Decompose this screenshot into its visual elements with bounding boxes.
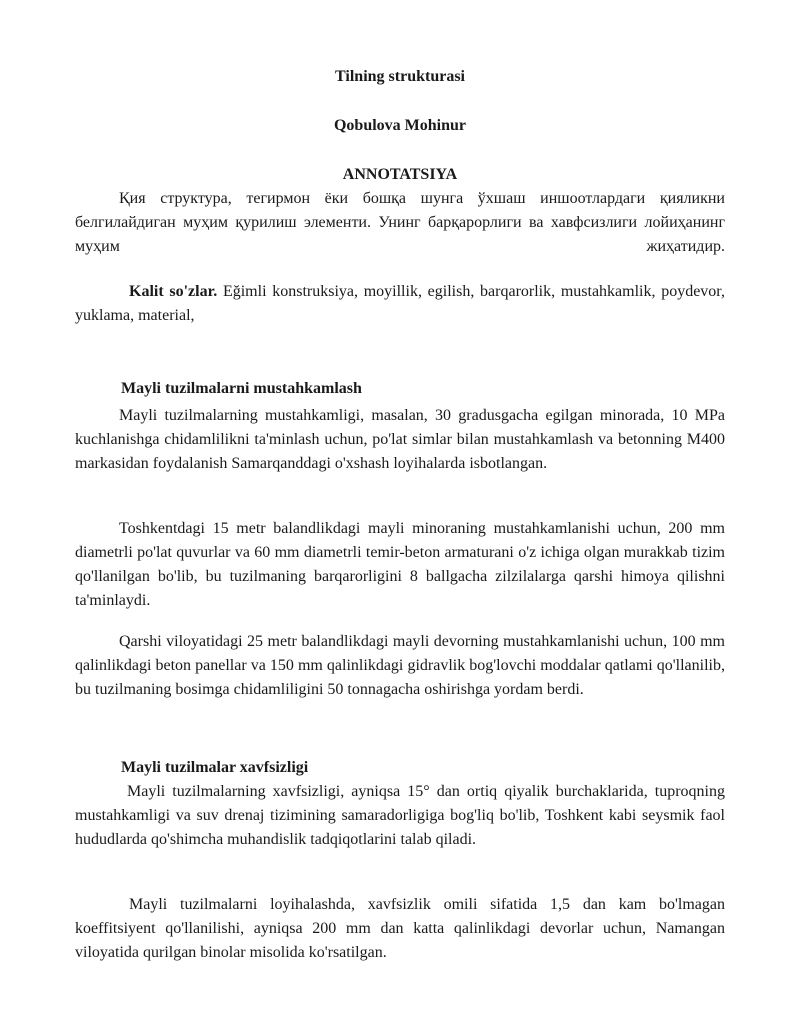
keywords-list: Eğimli konstruksiya, moyillik, egilish, barqarorlik, mustahkamlik, poydevor, yuklama, material,	[75, 283, 725, 324]
section-heading: Mayli tuzilmalarni mustahkamlash	[121, 380, 362, 397]
body-paragraph: Mayli tuzilmalarning xavfsizligi, ayniqsa 15° dan ortiq qiyalik burchaklarida, tuproqning mustahkamligi va suv drenaj tizimining samaradorligiga bog'liq bo'lib, Toshkent kabi seysmik faol hududlarda qo'shimcha muhandislik tadqiqotlarini talab qiladi.	[75, 783, 725, 848]
annotation-heading: ANNOTATSIYA	[342, 166, 458, 183]
author-name: Qobulova Mohinur	[333, 117, 467, 134]
section-heading: Mayli tuzilmalar xavfsizligi	[121, 759, 309, 776]
body-paragraph: Mayli tuzilmalarni loyihalashda, xavfsizlik omili sifatida 1,5 dan kam bo'lmagan koeffitsiyent qo'llanilishi, ayniqsa 200 mm dan katta qalinlikdagi devorlar uchun, Namangan viloyatida qurilgan binolar misolida ko'rsatilgan.	[75, 896, 725, 961]
keywords-label: Kalit so'zlar.	[129, 283, 218, 300]
document-title: Tilning strukturasi	[335, 68, 465, 85]
keywords-paragraph	[75, 280, 725, 328]
body-paragraph: Mayli tuzilmalarning mustahkamligi, masalan, 30 gradusgacha egilgan minorada, 10 MPa kuchlanishga chidamlilikni ta'minlash uchun, po'lat simlar bilan mustahkamlash va betonning M400 markasidan foydalanish Samarqanddagi o'xshash loyihalarda isbotlangan.	[75, 407, 725, 472]
body-paragraph: Qarshi viloyatidagi 25 metr balandlikdagi mayli devorning mustahkamlanishi uchun, 100 mm qalinlikdagi beton panellar va 150 mm qalinlikdagi gidravlik bog'lovchi moddalar qatlami qo'llanilib, bu tuzilmaning bosimga chidamliligini 50 tonnagacha oshirishga yordam berdi.	[75, 633, 725, 698]
abstract-paragraph: Қия структура, тегирмон ёки бошқа шунга ўхшаш иншоотлардаги қияликни белгилайдиган муҳим қурилиш элементи. Унинг барқарорлиги ва хавфсизлиги лойиҳанинг муҳим жиҳатидир.	[75, 190, 725, 255]
body-paragraph: Toshkentdagi 15 metr balandlikdagi mayli minoraning mustahkamlanishi uchun, 200 mm diametrli po'lat quvurlar va 60 mm diametrli temir-beton armaturani o'z ichiga olgan murakkab tizim qo'llanilgan bo'lib, bu tuzilmaning barqarorligini 8 ballgacha zilzilalarga qarshi himoya qilishni ta'minlaydi.	[75, 520, 725, 609]
